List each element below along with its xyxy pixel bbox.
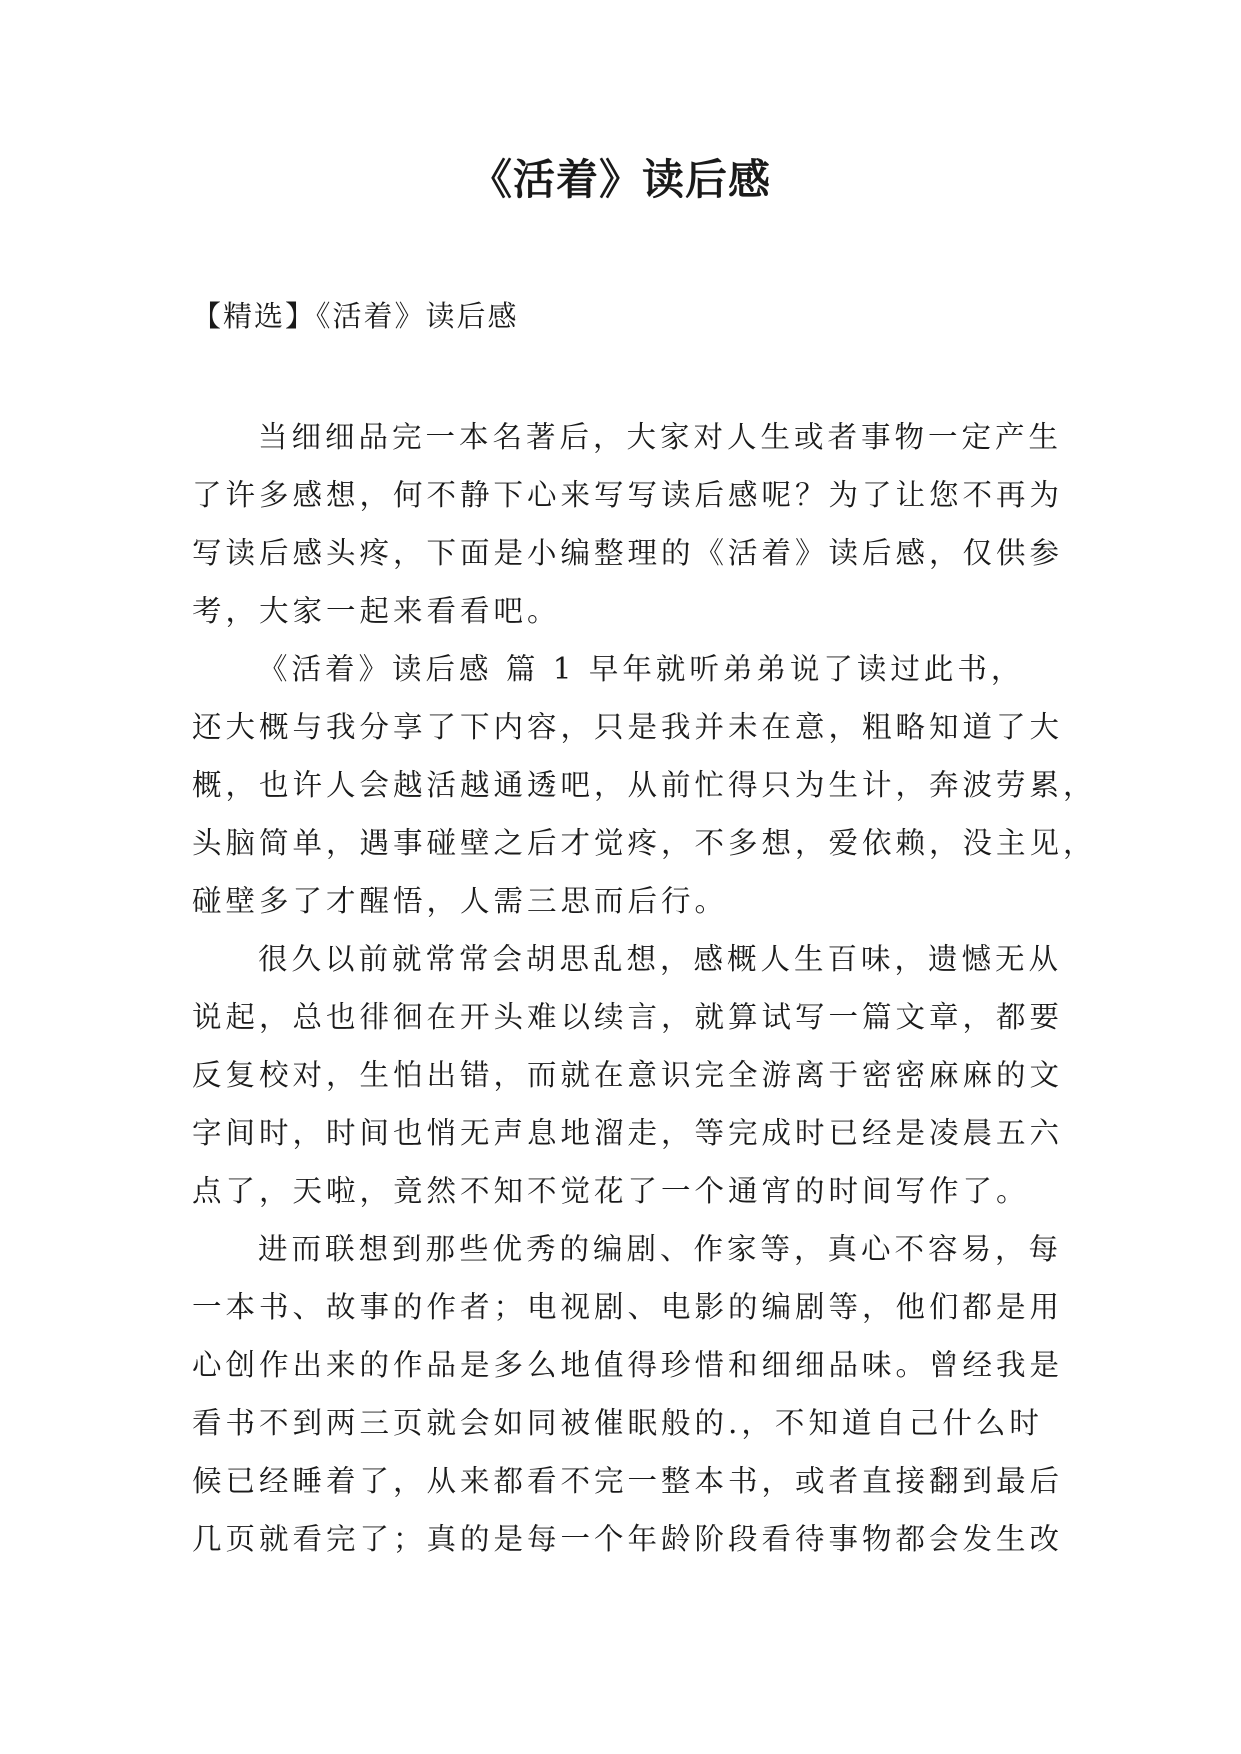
- body-line: 很久以前就常常会胡思乱想，感概人生百味，遗憾无从: [258, 942, 1063, 976]
- body-line: 反复校对，生怕出错，而就在意识完全游离于密密麻麻的文: [192, 1058, 1064, 1092]
- body-line: 进而联想到那些优秀的编剧、作家等，真心不容易，每: [258, 1232, 1063, 1266]
- body-line: 头脑简单，遇事碰壁之后才觉疼，不多想，爱依赖，没主见，: [192, 826, 1097, 860]
- body-line: 当细细品完一本名著后，大家对人生或者事物一定产生: [258, 420, 1063, 454]
- body-line: 碰壁多了才醒悟，人需三思而后行。: [192, 884, 729, 918]
- body-line: 概，也许人会越活越通透吧，从前忙得只为生计，奔波劳累，: [192, 768, 1097, 802]
- body-line: 说起，总也徘徊在开头难以续言，就算试写一篇文章，都要: [192, 1000, 1064, 1034]
- document-title: 《活着》读后感: [469, 155, 771, 204]
- document-subtitle: 【精选】《活着》读后感: [192, 299, 519, 333]
- body-line: 几页就看完了；真的是每一个年龄阶段看待事物都会发生改: [192, 1522, 1064, 1556]
- body-line: 了许多感想，何不静下心来写写读后感呢？为了让您不再为: [192, 478, 1064, 512]
- body-line: 点了，天啦，竟然不知不觉花了一个通宵的时间写作了。: [192, 1174, 1030, 1208]
- body-line: 一本书、故事的作者；电视剧、电影的编剧等，他们都是用: [192, 1290, 1064, 1324]
- body-line: 候已经睡着了，从来都看不完一整本书，或者直接翻到最后: [192, 1464, 1064, 1498]
- body-line: 《活着》读后感 篇 1 早年就听弟弟说了读过此书，: [258, 652, 1025, 686]
- body-line: 还大概与我分享了下内容，只是我并未在意，粗略知道了大: [192, 710, 1064, 744]
- body-line: 心创作出来的作品是多么地值得珍惜和细细品味。曾经我是: [192, 1348, 1064, 1382]
- document-body: [192, 408, 1097, 1568]
- body-line: 考，大家一起来看看吧。: [192, 594, 561, 628]
- body-line: 看书不到两三页就会如同被催眠般的.，不知道自己什么时: [192, 1406, 1043, 1440]
- body-line: 写读后感头疼，下面是小编整理的《活着》读后感，仅供参: [192, 536, 1064, 570]
- body-line: 字间时，时间也悄无声息地溜走，等完成时已经是凌晨五六: [192, 1116, 1064, 1150]
